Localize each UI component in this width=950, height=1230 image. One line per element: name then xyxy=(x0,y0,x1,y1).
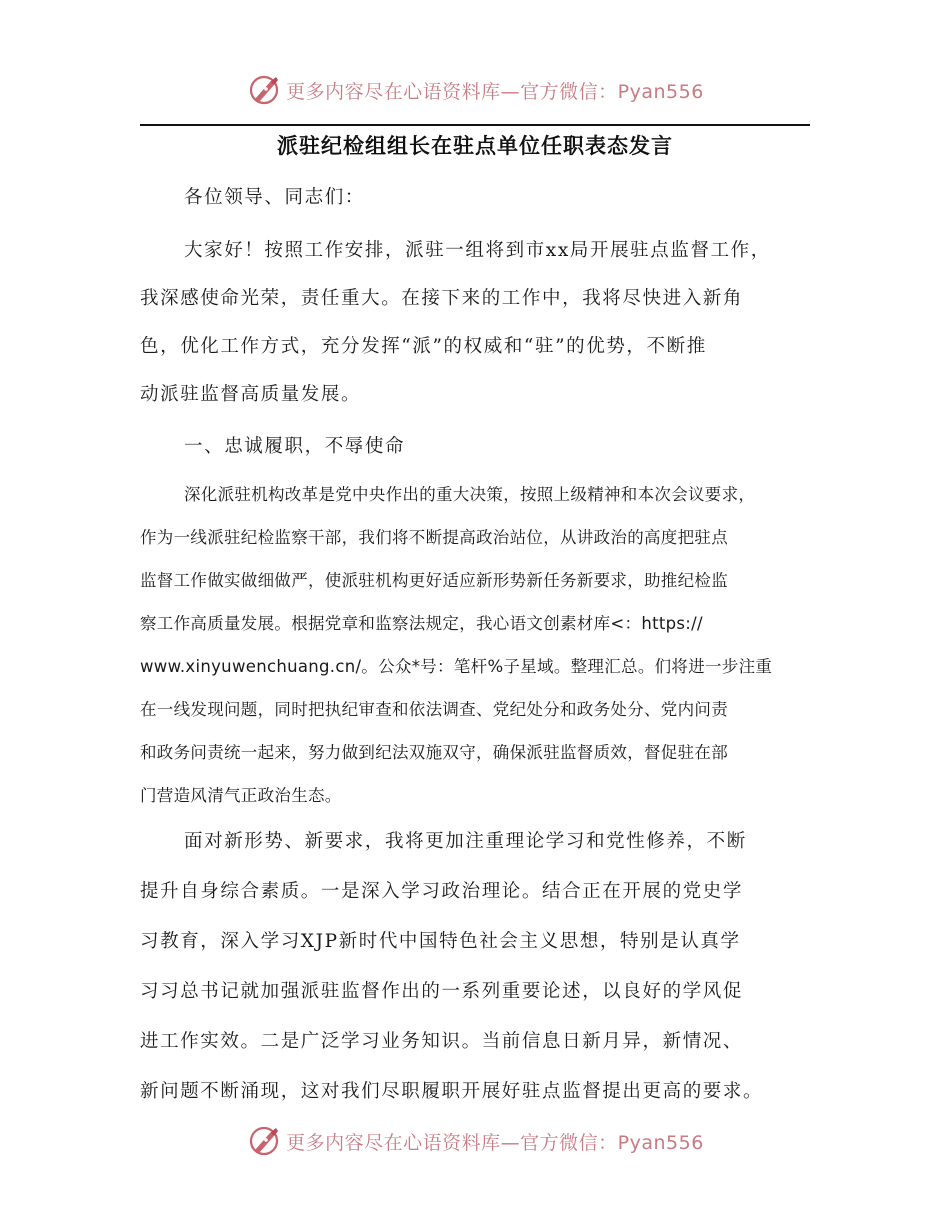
body-line: 色，优化工作方式，充分发挥“派”的权威和“驻”的优势，不断推 xyxy=(140,336,707,357)
body-line: 在一线发现问题，同时把执纪审查和依法调查、党纪处分和政务处分、党内问责 xyxy=(140,700,728,719)
body-line: 和政务问责统一起来，努力做到纪法双施双守，确保派驻监督质效，督促驻在部 xyxy=(140,743,728,762)
body-line: 大家好！按照工作安排，派驻一组将到市xx局开展驻点监督工作， xyxy=(184,240,771,261)
body-line: 察工作高质量发展。根据党章和监察法规定，我心语文创素材库<：https:// xyxy=(140,614,703,633)
document-title: 派驻纪检组组长在驻点单位任职表态发言 xyxy=(277,134,673,158)
body-line: 习教育，深入学习XJP新时代中国特色社会主义思想，特别是认真学 xyxy=(140,931,741,952)
body-line: 监督工作做实做细做严，使派驻机构更好适应新形势新任务新要求，助推纪检监 xyxy=(140,571,728,590)
body-line: 提升自身综合素质。一是深入学习政治理论。结合正在开展的党史学 xyxy=(140,881,744,902)
body-line: 进工作实效。二是广泛学习业务知识。当前信息日新月异，新情况、 xyxy=(140,1031,744,1052)
header-divider xyxy=(140,124,810,126)
salutation: 各位领导、同志们： xyxy=(184,187,365,208)
section-heading: 一、忠诚履职，不辱使命 xyxy=(184,436,406,457)
pen-nib-logo-icon xyxy=(246,1123,282,1159)
footer-banner xyxy=(0,1121,950,1161)
footer-banner-text: 更多内容尽在心语资料库—官方微信：Pyan556 xyxy=(286,1131,704,1154)
body-line: 深化派驻机构改革是党中央作出的重大决策，按照上级精神和本次会议要求， xyxy=(184,485,756,504)
body-line: 我深感使命光荣，责任重大。在接下来的工作中，我将尽快进入新角 xyxy=(140,288,744,309)
body-line: 习习总书记就加强派驻监督作出的一系列重要论述，以良好的学风促 xyxy=(140,981,744,1002)
body-line: 新问题不断涌现，这对我们尽职履职开展好驻点监督提出更高的要求。 xyxy=(140,1081,764,1102)
body-line: www.xinyuwenchuang.cn/。公众*号：笔杆%子星域。整理汇总。们将进一步注重 xyxy=(140,657,773,676)
pen-nib-logo-icon xyxy=(246,72,282,108)
body-line: 门营造风清气正政治生态。 xyxy=(140,786,342,805)
header-banner-text: 更多内容尽在心语资料库—官方微信：Pyan556 xyxy=(286,80,704,103)
body-line: 动派驻监督高质量发展。 xyxy=(140,384,362,405)
header-banner xyxy=(0,70,950,110)
body-line: 作为一线派驻纪检监察干部，我们将不断提高政治站位，从讲政治的高度把驻点 xyxy=(140,528,728,547)
body-line: 面对新形势、新要求，我将更加注重理论学习和党性修养，不断 xyxy=(184,831,747,852)
